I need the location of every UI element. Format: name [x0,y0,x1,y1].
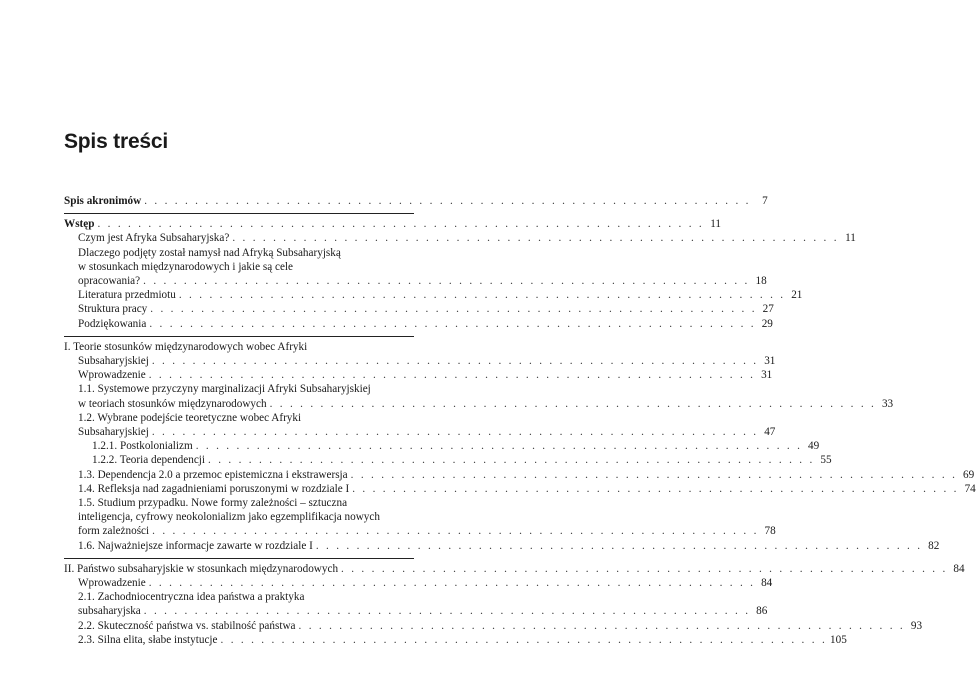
toc-entry-title: 1.2.2. Teoria dependencji [92,454,206,467]
toc-entry-title: 2.3. Silna elita, słabe instytucje [78,633,218,646]
toc-entry-1-5[interactable] [64,496,776,539]
toc-entry-title-line: Dlaczego podjęty został namysł nad Afryką Subsaharyjską [78,246,341,259]
page-title: Spis treści [64,130,169,153]
toc-entry-chapter-1[interactable] [64,340,776,368]
toc-page-number: 47 [764,426,776,439]
toc-entry-title-line: w stosunkach międzynarodowych i jakie są cele [78,260,293,273]
toc-page-number: 21 [791,289,803,302]
toc-entry-title: 1.3. Dependencja 2.0 a przemoc epistemiczna i ekstrawersja [78,468,348,481]
leader-dots: . . . . . . . . . . . . . . . . . . . . . . . . . . . . . . . . . . . . . . . . . . . . . . . . . . . . . . . . . . . . [220,633,828,646]
toc-entry-title: 2.2. Skuteczność państwa vs. stabilność państwa [78,619,296,632]
toc-entry-literature[interactable] [64,288,803,302]
toc-entry-chapter-2[interactable] [64,562,965,576]
toc-entry-2-1[interactable] [64,590,768,618]
toc-entry-ch2-intro[interactable] [64,576,773,590]
toc-entry-title: Wstęp [64,218,95,231]
toc-page-number: 78 [764,525,776,538]
toc-page-number: 105 [830,633,847,646]
toc-entry-title: w teoriach stosunków międzynarodowych [78,397,267,410]
leader-dots: . . . . . . . . . . . . . . . . . . . . . . . . . . . . . . . . . . . . . . . . . . . . . . . . . . . . . . . . . . . . [152,525,759,538]
toc-page-number: 55 [820,454,832,467]
toc-entry-title-line: I. Teorie stosunków międzynarodowych wobec Afryki [64,340,308,353]
section-divider [64,336,414,337]
toc-entry-2-2[interactable] [64,619,923,633]
toc-entry-title: form zależności [78,525,150,538]
toc-entry-1-2-2[interactable] [64,453,832,467]
toc-entry-title: Wprowadzenie [78,577,146,590]
leader-dots: . . . . . . . . . . . . . . . . . . . . . . . . . . . . . . . . . . . . . . . . . . . . . . . . . . . . . . . . . . . . [350,468,958,481]
toc-entry-title: Wprowadzenie [78,369,146,382]
leader-dots: . . . . . . . . . . . . . . . . . . . . . . . . . . . . . . . . . . . . . . . . . . . . . . . . . . . . . . . . . . . . [143,275,750,288]
leader-dots: . . . . . . . . . . . . . . . . . . . . . . . . . . . . . . . . . . . . . . . . . . . . . . . . . . . . . . . . . . . . [341,562,948,575]
toc-page-number: 31 [761,369,773,382]
leader-dots: . . . . . . . . . . . . . . . . . . . . . . . . . . . . . . . . . . . . . . . . . . . . . . . . . . . . . . . . . . . . [151,426,759,439]
toc-entry-intro[interactable] [64,217,721,231]
leader-dots: . . . . . . . . . . . . . . . . . . . . . . . . . . . . . . . . . . . . . . . . . . . . . . . . . . . . . . . . . . . . [178,289,786,302]
toc-page-number: 93 [910,619,923,632]
leader-dots: . . . . . . . . . . . . . . . . . . . . . . . . . . . . . . . . . . . . . . . . . . . . . . . . . . . . . . . . . . . . [232,232,839,245]
toc-page-number: 82 [928,539,940,552]
leader-dots: . . . . . . . . . . . . . . . . . . . . . . . . . . . . . . . . . . . . . . . . . . . . . . . . . . . . . . . . . . . . [208,454,815,467]
leader-dots: . . . . . . . . . . . . . . . . . . . . . . . . . . . . . . . . . . . . . . . . . . . . . . . . . . . . . . . . . . . . [269,397,877,410]
leader-dots: . . . . . . . . . . . . . . . . . . . . . . . . . . . . . . . . . . . . . . . . . . . . . . . . . . . . . . . . . . . . [195,440,803,453]
toc-entry-1-2-1[interactable] [64,439,820,453]
toc-entry-1-6[interactable] [64,539,940,553]
toc-entry-title: 1.2.1. Postkolonializm [92,440,193,453]
toc-entry-title-line: 1.5. Studium przypadku. Nowe formy zależności – sztuczna [78,497,348,510]
toc-page-number: 29 [761,317,773,330]
toc-entry-structure[interactable] [64,302,774,316]
toc-entry-title: 1.4. Refleksja nad zagadnieniami poruszonymi w rozdziale I [78,482,350,495]
toc-page-number: 86 [756,605,768,618]
section-divider [64,213,414,214]
leader-dots: . . . . . . . . . . . . . . . . . . . . . . . . . . . . . . . . . . . . . . . . . . . . . . . . . . . . . . . . . . . . [144,195,751,207]
toc-page-number: 31 [764,355,776,368]
leader-dots: . . . . . . . . . . . . . . . . . . . . . . . . . . . . . . . . . . . . . . . . . . . . . . . . . . . . . . . . . . . . [298,619,906,632]
toc-entry-acronyms[interactable] [64,194,768,208]
toc-entry-title-line: 2.1. Zachodniocentryczna idea państwa a praktyka [78,591,305,604]
toc-entry-title: 1.6. Najważniejsze informacje zawarte w rozdziale I [78,539,313,552]
toc-page-number: 84 [761,577,773,590]
toc-page-number: 49 [808,440,820,453]
toc-entry-1-1[interactable] [64,382,894,410]
toc-entry-title: opracowania? [78,275,141,288]
leader-dots: . . . . . . . . . . . . . . . . . . . . . . . . . . . . . . . . . . . . . . . . . . . . . . . . . . . . . . . . . . . . [151,355,759,368]
toc-entry-title: Podziękowania [78,317,147,330]
toc-entry-title: Czym jest Afryka Subsaharyjska? [78,232,230,245]
leader-dots: . . . . . . . . . . . . . . . . . . . . . . . . . . . . . . . . . . . . . . . . . . . . . . . . . . . . . . . . . . . . [143,605,751,618]
toc-entry-1-3[interactable] [64,468,975,482]
toc-entry-title: II. Państwo subsaharyjskie w stosunkach międzynarodowych [64,562,339,575]
toc-entry-acknowledgements[interactable] [64,317,773,331]
section-divider [64,558,414,559]
toc-entry-what-is[interactable] [64,231,856,245]
toc-page-number: 84 [953,562,965,575]
leader-dots: . . . . . . . . . . . . . . . . . . . . . . . . . . . . . . . . . . . . . . . . . . . . . . . . . . . . . . . . . . . . [315,539,923,552]
toc-entry-ch1-intro[interactable] [64,368,773,382]
toc-page-number: 18 [755,275,767,288]
leader-dots: . . . . . . . . . . . . . . . . . . . . . . . . . . . . . . . . . . . . . . . . . . . . . . . . . . . . . . . . . . . . [148,369,756,382]
toc-page-number: 27 [762,303,774,316]
toc-entry-title: Spis akronimów [64,195,142,207]
toc-entry-title: Struktura pracy [78,303,148,316]
table-of-contents [64,194,976,647]
toc-page-number: 7 [762,195,768,207]
toc-page-number: 69 [962,468,975,481]
toc-page-number: 11 [710,218,721,231]
leader-dots: . . . . . . . . . . . . . . . . . . . . . . . . . . . . . . . . . . . . . . . . . . . . . . . . . . . . . . . . . . . . [97,218,704,231]
toc-entry-1-2[interactable] [64,411,776,439]
toc-entry-title-line: inteligencja, cyfrowy neokolonializm jako egzemplifikacja nowych [78,511,380,524]
toc-entry-title: subsaharyjska [78,605,141,618]
toc-entry-2-3[interactable] [64,633,847,647]
toc-entry-title-line: 1.1. Systemowe przyczyny marginalizacji Afryki Subsaharyjskiej [78,383,371,396]
leader-dots: . . . . . . . . . . . . . . . . . . . . . . . . . . . . . . . . . . . . . . . . . . . . . . . . . . . . . . . . . . . . [150,303,757,316]
toc-entry-why[interactable] [64,246,767,289]
toc-page-number: 33 [881,397,894,410]
toc-entry-title: Literatura przedmiotu [78,289,176,302]
leader-dots: . . . . . . . . . . . . . . . . . . . . . . . . . . . . . . . . . . . . . . . . . . . . . . . . . . . . . . . . . . . . [148,577,756,590]
leader-dots: . . . . . . . . . . . . . . . . . . . . . . . . . . . . . . . . . . . . . . . . . . . . . . . . . . . . . . . . . . . . [149,317,756,330]
toc-page-number: 11 [845,232,856,245]
toc-entry-title: Subsaharyjskiej [78,426,149,439]
toc-page-number: 74 [964,482,976,495]
toc-entry-title-line: 1.2. Wybrane podejście teoretyczne wobec Afryki [78,411,302,424]
toc-entry-title: Subsaharyjskiej [78,355,149,368]
toc-entry-1-4[interactable] [64,482,976,496]
leader-dots: . . . . . . . . . . . . . . . . . . . . . . . . . . . . . . . . . . . . . . . . . . . . . . . . . . . . . . . . . . . . [352,482,959,495]
